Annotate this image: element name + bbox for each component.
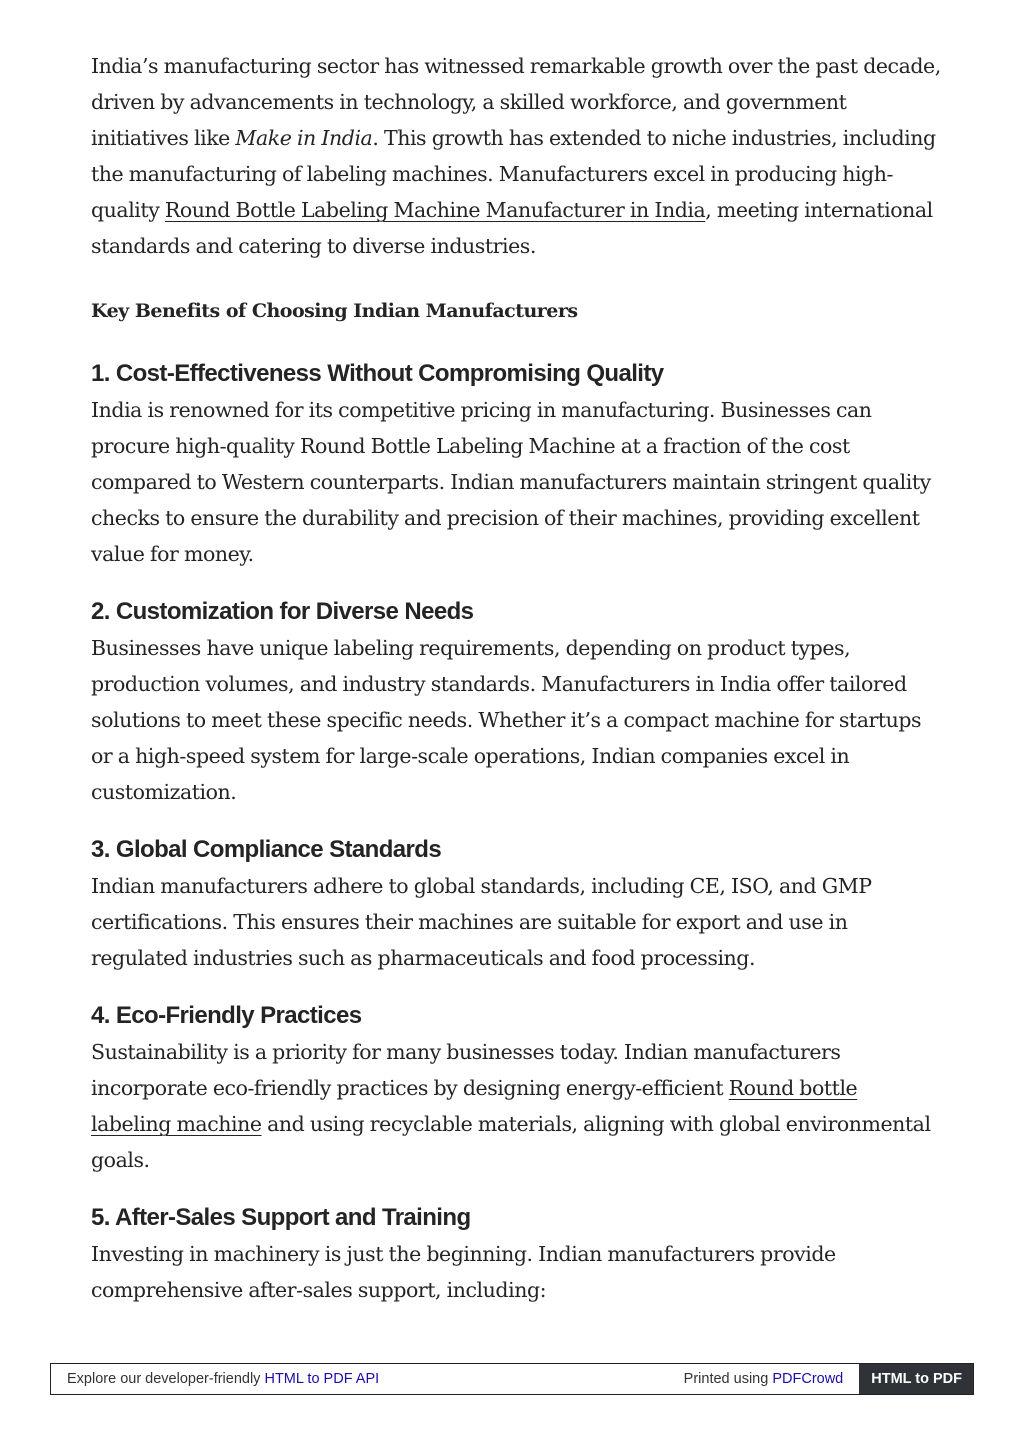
section-heading: 2. Customization for Diverse Needs: [91, 598, 474, 625]
eco-text-2: and using recyclable materials, aligning with global environmental goals.: [91, 1112, 931, 1172]
benefits-subtitle: Key Benefits of Choosing Indian Manufacturers: [91, 300, 578, 322]
section-eco-friendly: [91, 998, 941, 1178]
round-bottle-machine-link[interactable]: Round bottle labeling machine: [91, 1076, 858, 1136]
make-in-india-emphasis: Make in India: [235, 126, 373, 150]
footer-printed: [684, 1371, 860, 1387]
manufacturer-link[interactable]: Round Bottle Labeling Machine Manufacturer in India: [164, 198, 706, 222]
pdfcrowd-link[interactable]: PDFCrowd: [772, 1371, 844, 1387]
section-cost-effectiveness: [91, 356, 941, 572]
intro-text-3: , meeting international standards and catering to diverse industries.: [91, 198, 933, 258]
section-body: India is renowned for its competitive pricing in manufacturing. Businesses can procure high-quality Round Bottle Labeling Machine at a fraction of the cost compared to Western counterparts. Indian manufacturers maintain stringent quality checks to ensure the durability and precision of their machines, providing excellent value for money.: [91, 398, 931, 566]
html-to-pdf-button[interactable]: HTML to PDF: [859, 1364, 973, 1394]
footer-explore-text: Explore our developer-friendly: [67, 1371, 265, 1387]
intro-text-1: India’s manufacturing sector has witnessed remarkable growth over the past decade, driven by advancements in technology, a skilled workforce, and government initiatives like: [91, 54, 941, 150]
article: [91, 48, 941, 1330]
footer-printed-text: Printed using: [683, 1371, 773, 1387]
html-to-pdf-api-link[interactable]: HTML to PDF API: [264, 1371, 380, 1387]
intro-text-2: . This growth has extended to niche industries, including the manufacturing of labeling machines. Manufacturers excel in producing high-quality: [91, 126, 936, 222]
section-compliance: [91, 832, 941, 976]
section-body: Indian manufacturers adhere to global standards, including CE, ISO, and GMP certifications. This ensures their machines are suitable for export and use in regulated industries such as pharmaceuticals and food processing.: [91, 874, 872, 970]
section-heading: 3. Global Compliance Standards: [91, 836, 442, 863]
section-after-sales: [91, 1200, 941, 1308]
section-body: Businesses have unique labeling requirements, depending on product types, production volumes, and industry standards. Manufacturers in India offer tailored solutions to meet these specific needs. Whether it’s a compact machine for startups or a high-speed system for large-scale operations, Indian companies excel in customization.: [91, 636, 922, 804]
pdfcrowd-footer: [50, 1363, 974, 1395]
section-body: Investing in machinery is just the beginning. Indian manufacturers provide comprehensive after-sales support, including:: [91, 1242, 836, 1302]
section-customization: [91, 594, 941, 810]
footer-explore: [51, 1371, 684, 1387]
section-heading: 4. Eco-Friendly Practices: [91, 1002, 362, 1029]
intro-paragraph: [91, 48, 941, 264]
section-body: [91, 1034, 941, 1178]
section-heading: 5. After-Sales Support and Training: [91, 1204, 471, 1231]
section-heading: 1. Cost-Effectiveness Without Compromising Quality: [91, 360, 664, 387]
eco-text-1: Sustainability is a priority for many businesses today. Indian manufacturers incorporate eco-friendly practices by designing energy-efficient: [91, 1040, 841, 1100]
